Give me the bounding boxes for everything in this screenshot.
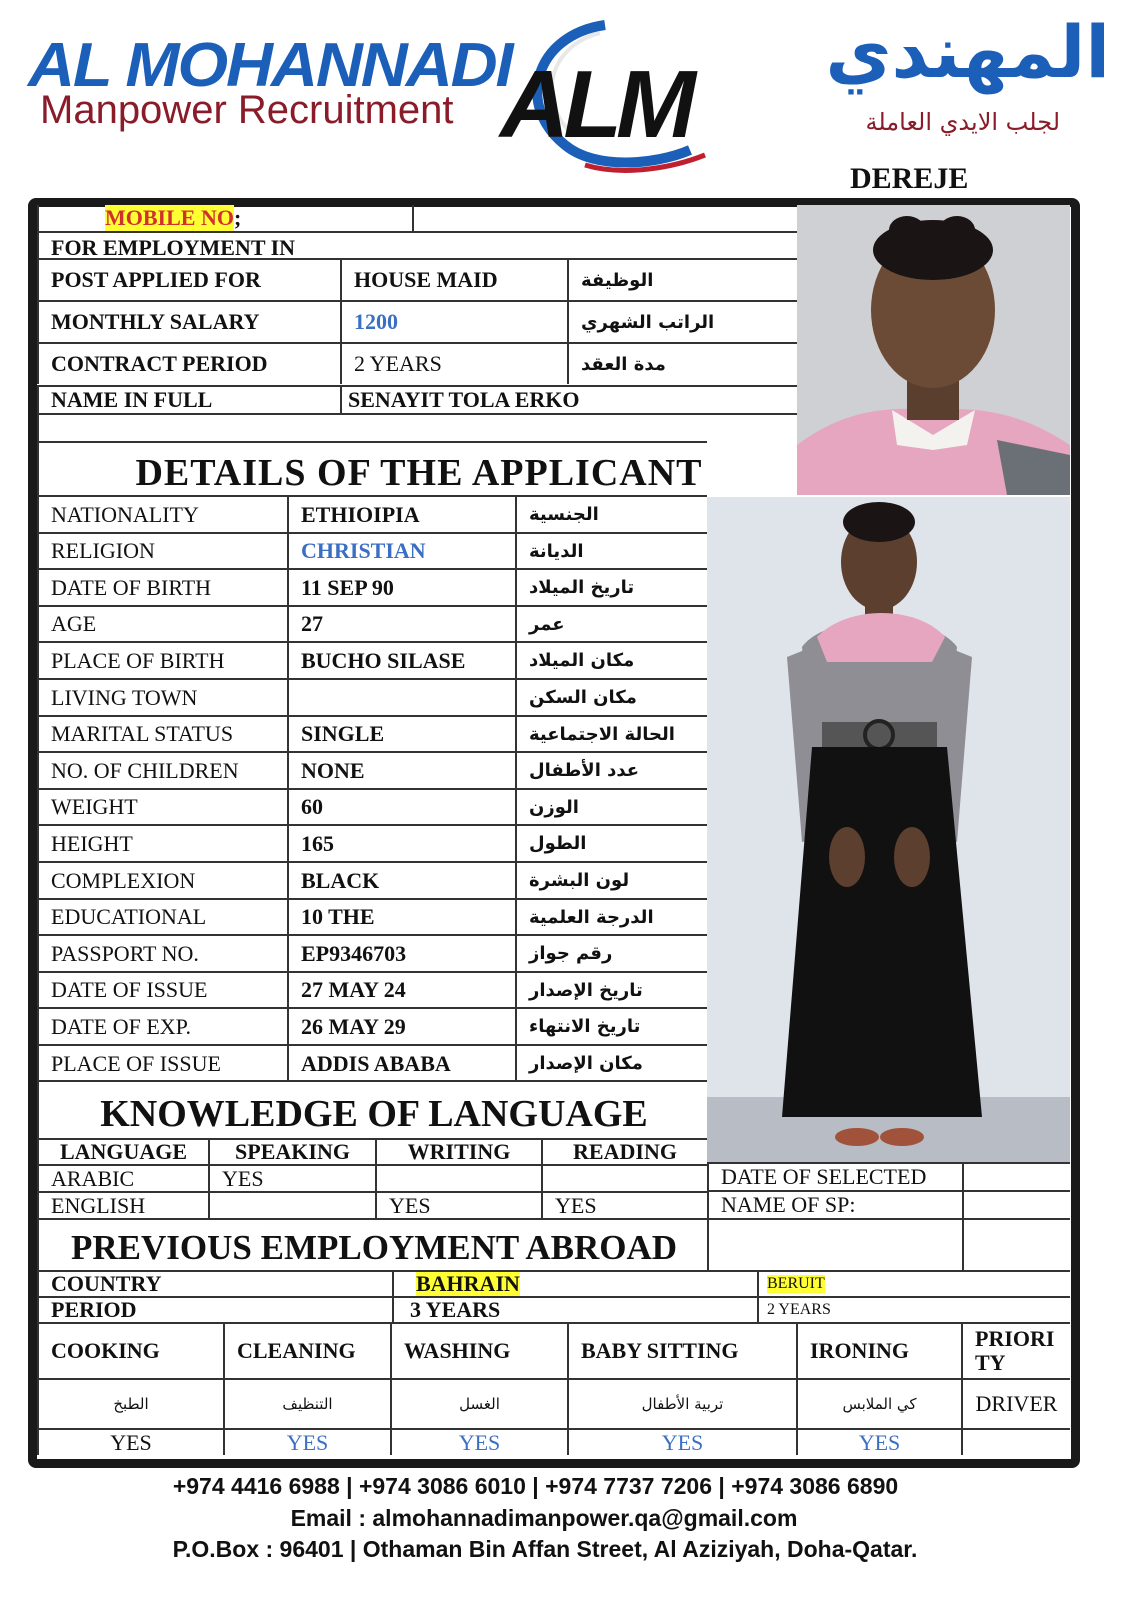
detail-value: ADDIS ABABA	[287, 1044, 515, 1081]
country-label: COUNTRY	[37, 1270, 392, 1296]
language-cell-speaking	[208, 1191, 375, 1218]
footer-phones: +974 4416 6988 | +974 3086 6010 | +974 7737 7206 | +974 3086 6890	[172, 1473, 899, 1499]
language-header: WRITING	[375, 1138, 541, 1164]
arabic-brand-name: المهندي	[825, 10, 1110, 94]
language-title: KNOWLEDGE OF LANGUAGE	[100, 1093, 648, 1135]
language-cell-speaking: YES	[208, 1164, 375, 1191]
skill-arabic: التنظيف	[223, 1378, 390, 1428]
detail-arabic: الوزن	[515, 788, 707, 824]
skill-header: CLEANING	[223, 1322, 390, 1378]
detail-value: 60	[287, 788, 515, 824]
detail-label: RELIGION	[37, 532, 287, 568]
applicant-full-body-photo	[707, 497, 1070, 1162]
detail-arabic: الجنسية	[515, 495, 707, 532]
reference-name: DEREJE	[850, 162, 969, 195]
previous-title: PREVIOUS EMPLOYMENT ABROAD	[71, 1228, 678, 1267]
skill-header: WASHING	[390, 1322, 567, 1378]
skill-value: YES	[567, 1428, 796, 1455]
detail-arabic: تاريخ الانتهاء	[515, 1007, 707, 1044]
skill-arabic: الغسل	[390, 1378, 567, 1428]
skill-value: YES	[796, 1428, 961, 1455]
detail-label: MARITAL STATUS	[37, 715, 287, 751]
mobile-suffix: ;	[233, 205, 242, 230]
country-value: BAHRAIN	[416, 1271, 520, 1296]
detail-arabic: عمر	[515, 605, 707, 641]
language-header: LANGUAGE	[37, 1138, 208, 1164]
language-cell-reading	[541, 1164, 707, 1191]
details-title: DETAILS OF THE APPLICANT	[135, 452, 703, 494]
mobile-value-cell	[412, 205, 797, 231]
top-row-label: MONTHLY SALARY	[37, 300, 340, 342]
skill-header: COOKING	[37, 1322, 223, 1378]
country-value-cell	[392, 1270, 757, 1296]
detail-label: COMPLEXION	[37, 861, 287, 898]
detail-label: DATE OF ISSUE	[37, 971, 287, 1007]
detail-label: EDUCATIONAL	[37, 898, 287, 934]
detail-arabic: مكان الإصدار	[515, 1044, 707, 1081]
language-header: SPEAKING	[208, 1138, 375, 1164]
top-row-arabic: مدة العقد	[567, 342, 797, 384]
footer-address: P.O.Box : 96401 | Othaman Bin Affan Street, Al Aziziyah, Doha-Qatar.	[172, 1536, 918, 1562]
detail-label: LIVING TOWN	[37, 678, 287, 715]
skill-header: PRIORI TY	[961, 1322, 1070, 1378]
arabic-brand-subtitle: لجلب الايدي العاملة	[865, 108, 1060, 136]
employment-label: FOR EMPLOYMENT IN	[37, 231, 797, 263]
top-row-value: HOUSE MAID	[340, 258, 567, 300]
mobile-label: MOBILE NO	[105, 205, 234, 230]
top-row-value: 2 YEARS	[340, 342, 567, 384]
priority-value: DRIVER	[961, 1378, 1070, 1428]
skill-value-blank	[961, 1428, 1070, 1455]
detail-arabic: الدرجة العلمية	[515, 898, 707, 934]
detail-arabic: رقم جواز	[515, 934, 707, 971]
language-cell-writing: YES	[375, 1191, 541, 1218]
detail-arabic: لون البشرة	[515, 861, 707, 898]
brand-header	[0, 0, 1131, 200]
language-title-cell	[37, 1080, 707, 1138]
skill-value: YES	[390, 1428, 567, 1455]
country-value2: BERUIT	[767, 1275, 825, 1292]
previous-blank-a	[707, 1218, 962, 1270]
top-row-label: CONTRACT PERIOD	[37, 342, 340, 384]
name-sp-label: NAME OF SP:	[707, 1190, 962, 1218]
details-title-cell	[37, 441, 707, 495]
language-header: READING	[541, 1138, 707, 1164]
detail-value: 11 SEP 90	[287, 568, 515, 605]
detail-value: EP9346703	[287, 934, 515, 971]
brand-subtitle: Manpower Recruitment	[40, 88, 454, 132]
blank-row	[37, 413, 797, 441]
skill-arabic: الطبخ	[37, 1378, 223, 1428]
date-selected-value	[962, 1162, 1070, 1190]
previous-blank-b	[962, 1218, 1070, 1270]
detail-arabic: الديانة	[515, 532, 707, 568]
name-sp-value	[962, 1190, 1070, 1218]
detail-value: BUCHO SILASE	[287, 641, 515, 678]
period-value2: 2 YEARS	[757, 1296, 1070, 1322]
detail-label: PLACE OF ISSUE	[37, 1044, 287, 1081]
detail-label: PLACE OF BIRTH	[37, 641, 287, 678]
language-cell-language: ENGLISH	[37, 1191, 208, 1218]
top-row-arabic: الراتب الشهري	[567, 300, 797, 342]
mobile-cell	[37, 205, 412, 231]
skill-arabic: تربية الأطفال	[567, 1378, 796, 1428]
detail-label: PASSPORT NO.	[37, 934, 287, 971]
detail-arabic: مكان الميلاد	[515, 641, 707, 678]
name-label: NAME IN FULL	[37, 385, 340, 413]
detail-arabic: تاريخ الإصدار	[515, 971, 707, 1007]
name-row	[37, 385, 797, 413]
date-selected-label: DATE OF SELECTED	[707, 1162, 962, 1190]
previous-title-cell	[37, 1218, 707, 1270]
detail-value: 27	[287, 605, 515, 641]
skill-value: YES	[37, 1428, 223, 1455]
detail-arabic: مكان السكن	[515, 678, 707, 715]
detail-value: 165	[287, 824, 515, 861]
detail-value: BLACK	[287, 861, 515, 898]
detail-label: AGE	[37, 605, 287, 641]
detail-value: 27 MAY 24	[287, 971, 515, 1007]
detail-label: NO. OF CHILDREN	[37, 751, 287, 788]
name-value: SENAYIT TOLA ERKO	[340, 385, 797, 413]
skill-arabic: كي الملابس	[796, 1378, 961, 1428]
language-cell-reading: YES	[541, 1191, 707, 1218]
detail-value: 10 THE	[287, 898, 515, 934]
detail-label: WEIGHT	[37, 788, 287, 824]
detail-arabic: عدد الأطفال	[515, 751, 707, 788]
footer-email: Email : almohannadimanpower.qa@gmail.com	[290, 1505, 798, 1531]
detail-label: DATE OF BIRTH	[37, 568, 287, 605]
top-row-label: POST APPLIED FOR	[37, 258, 340, 300]
detail-label: DATE OF EXP.	[37, 1007, 287, 1044]
detail-arabic: الطول	[515, 824, 707, 861]
top-row-arabic: الوظيفة	[567, 258, 797, 300]
period-value: 3 YEARS	[392, 1296, 757, 1322]
applicant-portrait-photo	[797, 205, 1070, 495]
country-value2-cell	[757, 1270, 1070, 1296]
skill-header: BABY SITTING	[567, 1322, 796, 1378]
detail-value	[287, 678, 515, 715]
detail-value: SINGLE	[287, 715, 515, 751]
detail-value: 26 MAY 29	[287, 1007, 515, 1044]
detail-value: CHRISTIAN	[287, 532, 515, 568]
skill-header: IRONING	[796, 1322, 961, 1378]
period-label: PERIOD	[37, 1296, 392, 1322]
brand-title: AL MOHANNADI	[28, 31, 512, 100]
detail-value: NONE	[287, 751, 515, 788]
detail-arabic: تاريخ الميلاد	[515, 568, 707, 605]
language-cell-writing	[375, 1164, 541, 1191]
skill-value: YES	[223, 1428, 390, 1455]
alm-logo-text: ALM	[500, 51, 690, 158]
top-row-value: 1200	[340, 300, 567, 342]
detail-arabic: الحالة الاجتماعية	[515, 715, 707, 751]
detail-label: NATIONALITY	[37, 495, 287, 532]
detail-value: ETHIOIPIA	[287, 495, 515, 532]
detail-label: HEIGHT	[37, 824, 287, 861]
language-cell-language: ARABIC	[37, 1164, 208, 1191]
